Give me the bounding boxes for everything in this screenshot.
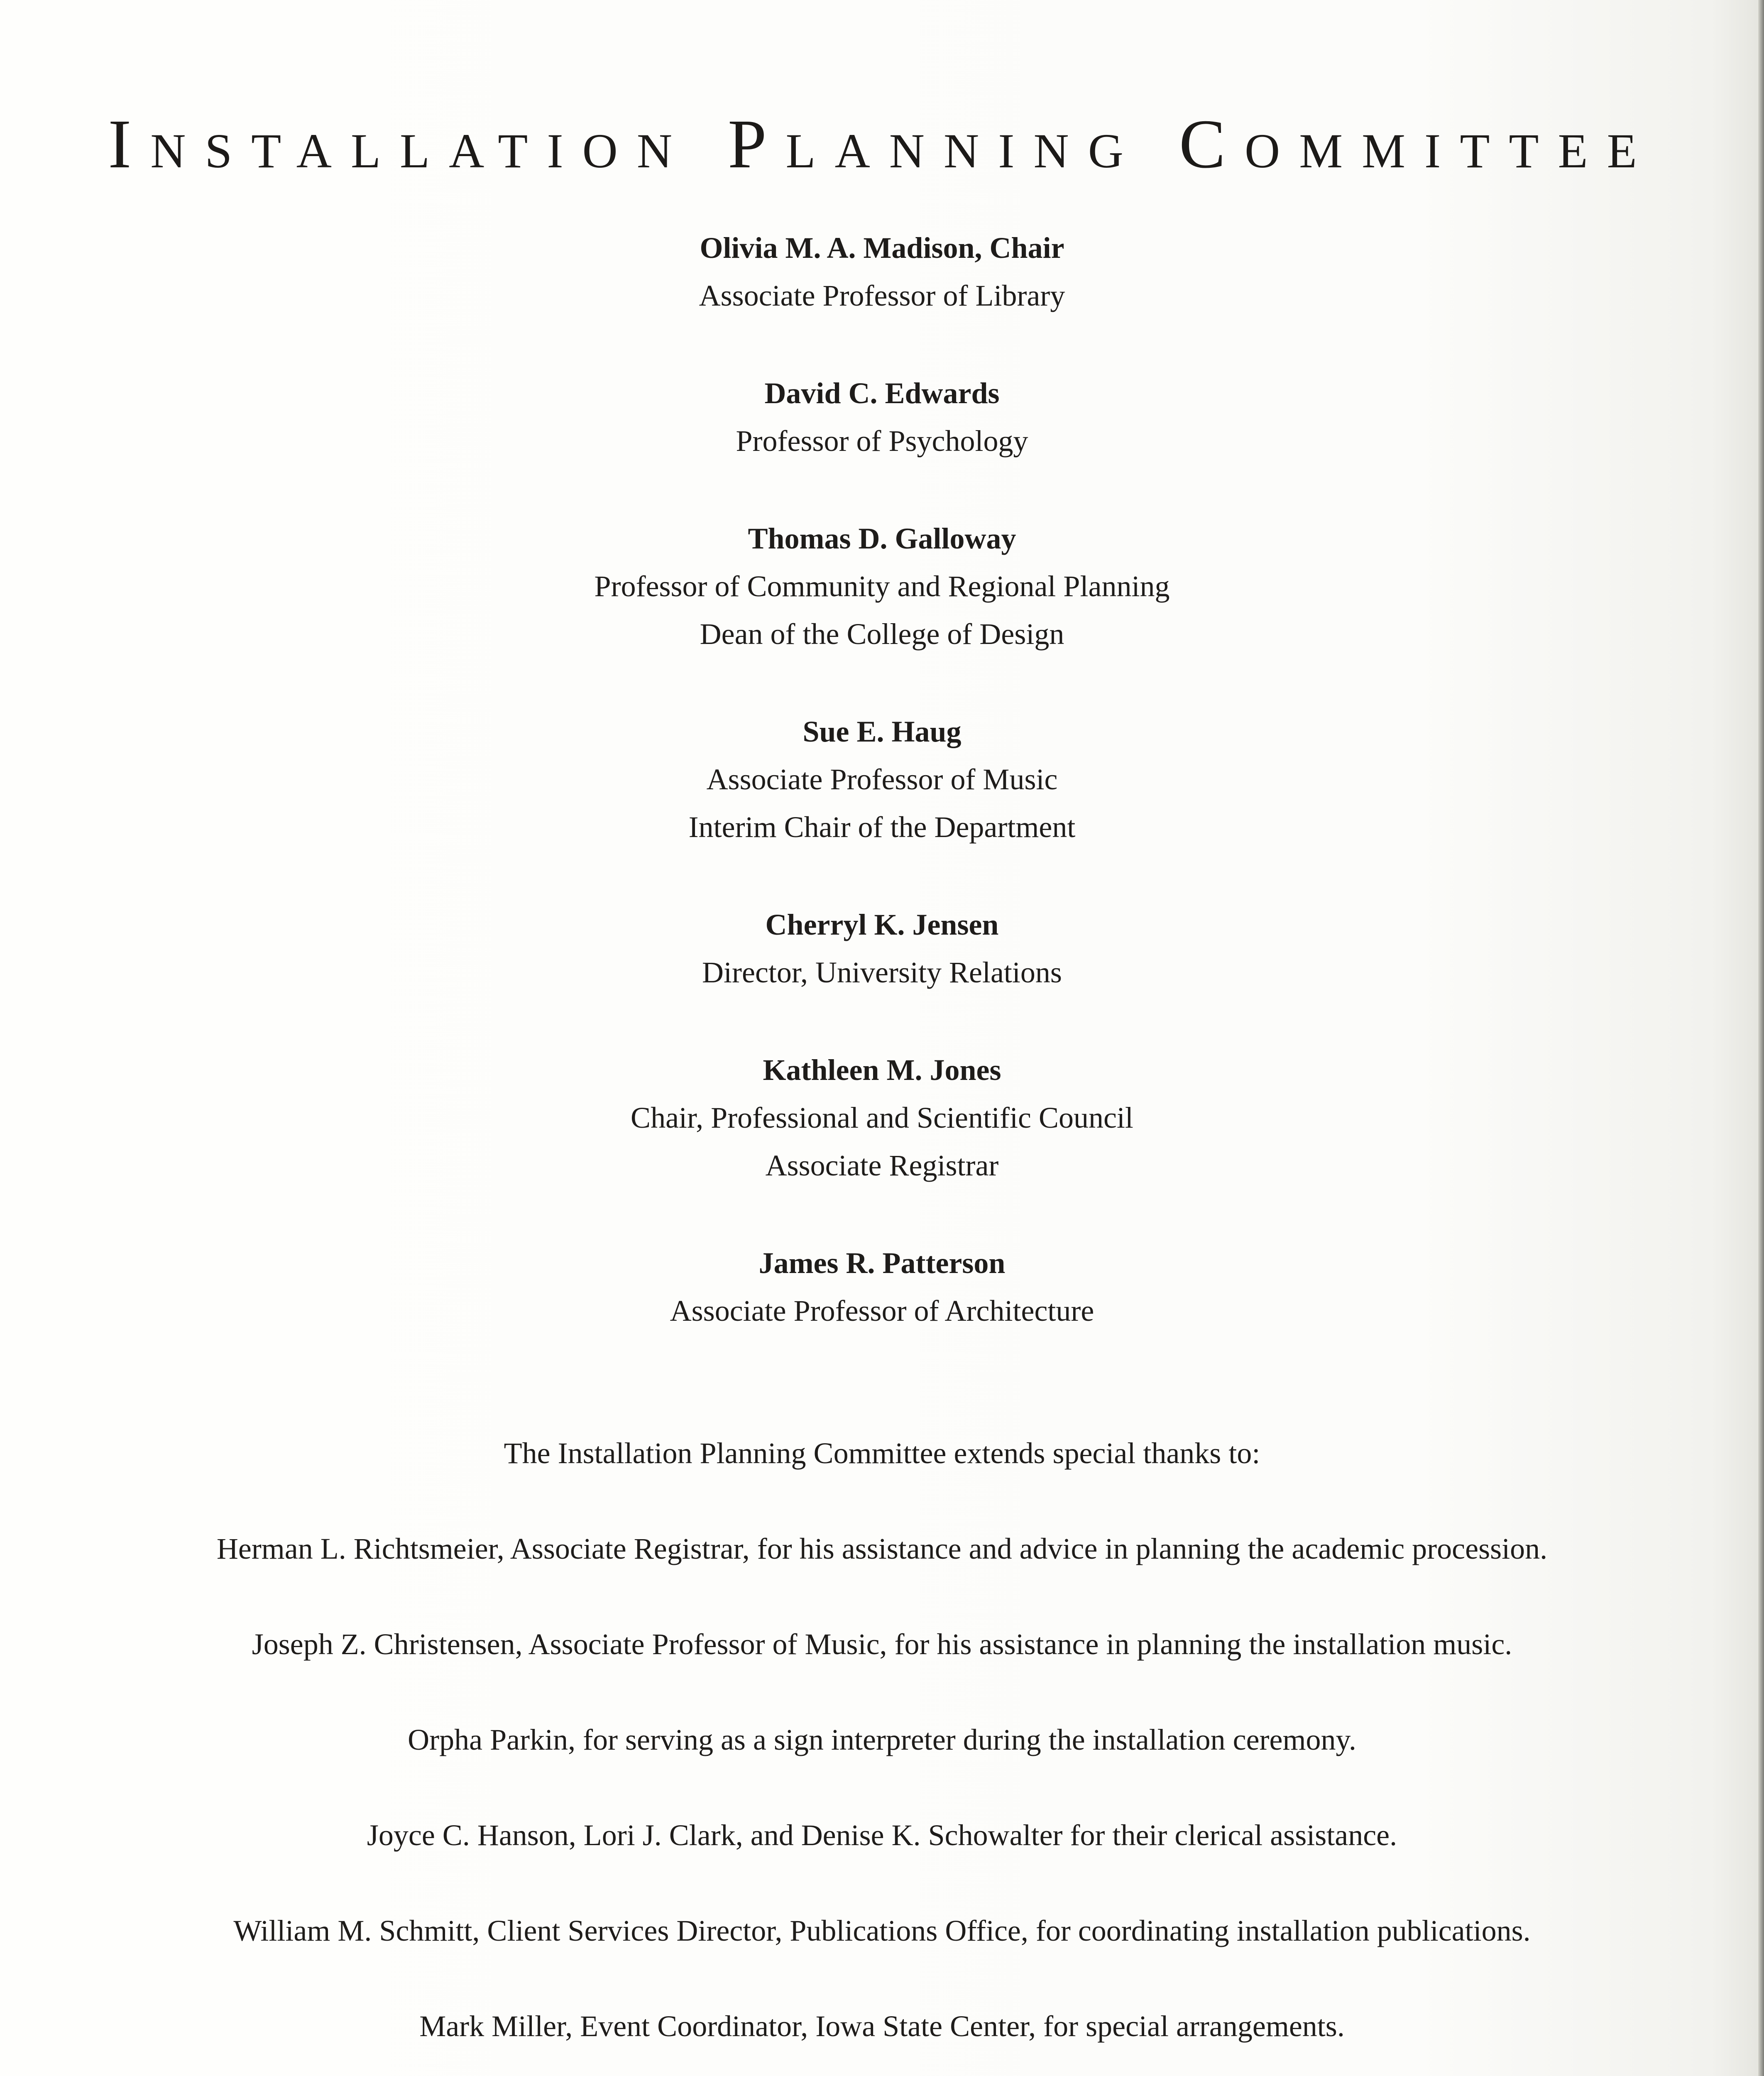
acknowledgement-item: William M. Schmitt, Client Services Director, Publications Office, for coordinating installation publications. <box>233 1914 1531 1947</box>
committee-member <box>0 1239 1764 1335</box>
member-title: Professor of Psychology <box>736 424 1028 458</box>
committee-member <box>0 708 1764 851</box>
committee-member <box>0 370 1764 465</box>
member-title: Dean of the College of Design <box>700 617 1064 651</box>
member-title: Associate Professor of Architecture <box>670 1294 1094 1327</box>
acknowledgement-item: Mark Miller, Event Coordinator, Iowa State Center, for special arrangements. <box>419 2010 1345 2043</box>
member-name: James R. Patterson <box>758 1246 1006 1280</box>
member-name: David C. Edwards <box>764 377 1000 410</box>
member-title: Associate Professor of Music <box>706 763 1058 796</box>
member-name: Cherryl K. Jensen <box>765 908 999 941</box>
committee-member <box>0 515 1764 658</box>
committee-member-list <box>0 224 1764 1385</box>
acknowledgements-section <box>0 1428 1764 2076</box>
member-name: Kathleen M. Jones <box>763 1053 1001 1087</box>
member-title: Professor of Community and Regional Planning <box>594 570 1170 603</box>
acknowledgements-intro: The Installation Planning Committee extends special thanks to: <box>504 1437 1260 1470</box>
member-title: Interim Chair of the Department <box>688 810 1076 844</box>
member-title: Chair, Professional and Scientific Council <box>631 1101 1133 1134</box>
member-title: Associate Registrar <box>765 1149 999 1182</box>
acknowledgement-item: Joyce C. Hanson, Lori J. Clark, and Denise K. Schowalter for their clerical assistance. <box>367 1819 1397 1852</box>
committee-member <box>0 224 1764 320</box>
acknowledgement-item: Herman L. Richtsmeier, Associate Registrar, for his assistance and advice in planning the academic procession. <box>216 1532 1548 1565</box>
acknowledgement-item: Joseph Z. Christensen, Associate Professor of Music, for his assistance in planning the installation music. <box>252 1628 1512 1661</box>
member-name: Olivia M. A. Madison, Chair <box>700 231 1064 264</box>
member-name: Thomas D. Galloway <box>748 522 1016 555</box>
acknowledgement-item: Orpha Parkin, for serving as a sign interpreter during the installation ceremony. <box>408 1723 1356 1756</box>
member-title: Associate Professor of Library <box>699 279 1065 312</box>
committee-member <box>0 901 1764 996</box>
member-name: Sue E. Haug <box>802 715 962 748</box>
member-title: Director, University Relations <box>702 956 1062 989</box>
page-heading: Installation Planning Committee <box>108 105 1656 183</box>
committee-member <box>0 1046 1764 1190</box>
